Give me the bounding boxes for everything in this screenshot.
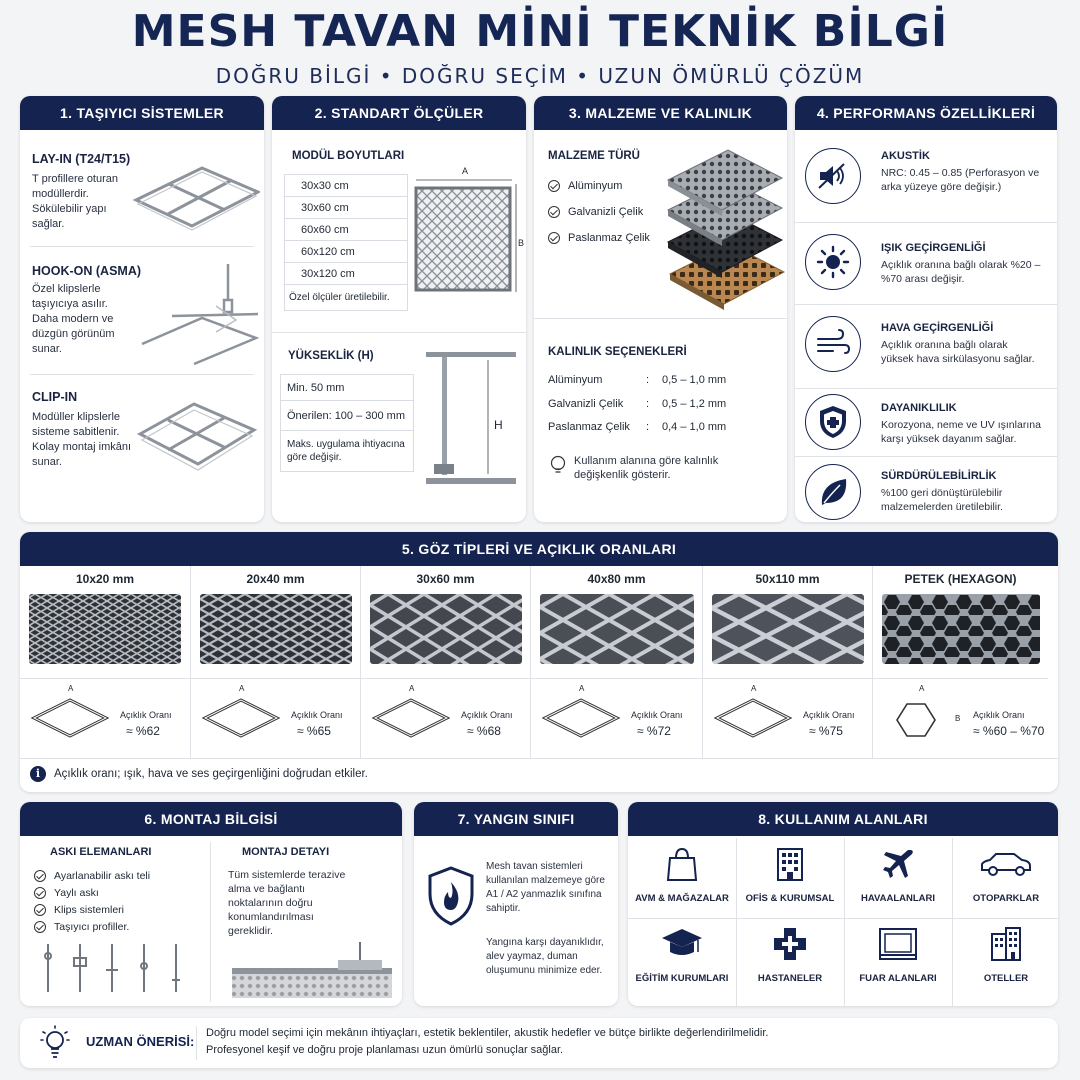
section-fire-class — [414, 802, 618, 1006]
section-installation — [20, 802, 402, 1006]
section-title: 2. STANDART ÖLÇÜLER — [272, 96, 526, 130]
aperture-note: Açıklık oranı; ışık, hava ve ses geçirgenliğini doğrudan etkiler. — [54, 768, 368, 780]
mesh-type-photo — [29, 594, 181, 664]
mesh-type-column — [530, 566, 702, 758]
section-carrier-systems — [20, 96, 264, 522]
section-title: 5. GÖZ TİPLERİ VE AÇIKLIK ORANLARI — [20, 532, 1058, 566]
mesh-type-name: 30x60 mm — [416, 572, 475, 586]
suspension-section-illustration — [418, 346, 518, 496]
mesh-type-photo — [540, 594, 694, 664]
dimension-a-label: A — [751, 684, 757, 693]
system-name: HOOK-ON (ASMA) — [32, 264, 142, 278]
usage-area-office: OFİS & KURUMSAL — [736, 840, 844, 916]
system-desc: Özel klipslerle taşıyıcıya asılır. Daha modern ve düzgün görünüm sunar. — [32, 283, 115, 355]
lightbulb-icon — [548, 454, 568, 478]
mesh-type-name: 50x110 mm — [755, 572, 820, 586]
dimension-a-label: A — [919, 684, 925, 693]
section-material-thickness — [534, 96, 787, 522]
feature-desc: Açıklık oranına bağlı olarak %20 – %70 arası değişir. — [881, 259, 1041, 285]
section-mesh-types — [20, 532, 1058, 792]
mesh-type-column — [190, 566, 360, 758]
thickness-row: Alüminyum : 0,5 – 1,0 mm — [548, 374, 727, 386]
graduation-cap-icon — [660, 926, 704, 960]
airplane-icon — [880, 846, 916, 882]
dimension-a-label: A — [462, 166, 469, 176]
system-desc: T profillere oturan modüllerdir. Sökülebilir yapı sağlar. — [32, 173, 119, 230]
material-item: Alüminyum — [548, 180, 622, 192]
installation-detail-illustration — [230, 942, 396, 1002]
hanger-item: Yaylı askı — [34, 887, 99, 899]
feature-name: AKUSTİK — [881, 150, 930, 162]
hanger-item: Klips sistemleri — [34, 904, 124, 916]
hangers-title: ASKI ELEMANLARI — [50, 846, 152, 858]
mesh-type-photo — [882, 594, 1040, 664]
section-usage-areas — [628, 802, 1058, 1006]
aperture-ratio-label: Açıklık Oranı — [461, 710, 513, 720]
check-icon — [34, 887, 46, 899]
mesh-type-column — [702, 566, 872, 758]
section-title: 3. MALZEME VE KALINLIK — [534, 96, 787, 130]
usage-area-education: EĞİTİM KURUMLARI — [628, 920, 736, 996]
aperture-ratio-value: ≈ %60 – %70 — [973, 724, 1045, 738]
check-icon — [34, 870, 46, 882]
material-type-title: MALZEME TÜRÜ — [548, 150, 640, 162]
detail-title: MONTAJ DETAYI — [242, 846, 330, 858]
dimension-a-label: A — [239, 684, 245, 693]
system-name: LAY-IN (T24/T15) — [32, 152, 131, 166]
height-row: Maks. uygulama ihtiyacına göre değişir. — [287, 439, 405, 463]
dimension-h-label: H — [494, 418, 503, 432]
mesh-type-name: 40x80 mm — [587, 572, 646, 586]
feature-name: SÜRDÜRÜLEBİLİRLİK — [881, 470, 997, 482]
mesh-type-photo — [712, 594, 864, 664]
aperture-ratio-label: Açıklık Oranı — [631, 710, 683, 720]
mesh-type-column — [360, 566, 530, 758]
aperture-ratio-value: ≈ %62 — [126, 724, 160, 738]
material-item: Galvanizli Çelik — [548, 206, 643, 218]
feature-desc: NRC: 0.45 – 0.85 (Perforasyon ve arka yüzeye göre değişir.) — [881, 167, 1040, 193]
leaf-icon — [805, 464, 861, 520]
mesh-type-name: 20x40 mm — [246, 572, 305, 586]
usage-area-malls: AVM & MAĞAZALAR — [628, 840, 736, 916]
height-table — [280, 374, 414, 472]
expert-tip-line1: Doğru model seçimi için mekânın ihtiyaçları, estetik beklentiler, akustik hedefler ve bütçe birlikte değerlendirilmelidir. — [206, 1027, 769, 1039]
usage-area-airports: HAVAALANLARI — [844, 840, 952, 916]
mesh-type-photo — [200, 594, 352, 664]
size-row: 30x120 cm — [285, 263, 407, 285]
usage-area-fairs: FUAR ALANLARI — [844, 920, 952, 996]
aperture-ratio-value: ≈ %68 — [467, 724, 501, 738]
custom-sizes-note: Özel ölçüler üretilebilir. — [285, 285, 407, 311]
material-sheets-illustration — [660, 144, 786, 322]
hook-on-illustration — [132, 256, 260, 366]
detail-text: Tüm sistemlerde terazive alma ve bağlantı noktalarının doğru konumlandırılması gereklidir. — [228, 869, 346, 937]
aperture-ratio-label: Açıklık Oranı — [973, 710, 1025, 720]
feature-desc: Açıklık oranına bağlı olarak yüksek hava sirkülasyonu sağlar. — [881, 339, 1035, 365]
mesh-type-column — [872, 566, 1048, 758]
section-standard-sizes — [272, 96, 526, 522]
size-row: 60x120 cm — [285, 241, 407, 263]
section-title: 8. KULLANIM ALANLARI — [628, 802, 1058, 836]
material-item: Paslanmaz Çelik — [548, 232, 650, 244]
exhibition-icon — [878, 926, 918, 962]
feature-name: IŞIK GEÇİRGENLİĞİ — [881, 242, 986, 254]
shopping-bag-icon — [664, 846, 700, 882]
check-icon — [548, 232, 560, 244]
expert-tip-line2: Profesyonel keşif ve doğru proje planlaması uzun ömürlü sonuçlar sağlar. — [206, 1044, 564, 1056]
sun-icon — [805, 234, 861, 290]
check-icon — [548, 180, 560, 192]
expert-tip-banner — [20, 1018, 1058, 1068]
feature-desc: %100 geri dönüştürülebilir malzemelerden üretilebilir. — [881, 487, 1003, 513]
hospital-icon — [772, 926, 808, 962]
clip-in-illustration — [132, 390, 260, 486]
usage-area-hotels: OTELLER — [952, 920, 1058, 996]
dimension-a-label: A — [409, 684, 415, 693]
module-sizes-table — [284, 174, 408, 311]
thickness-title: KALINLIK SEÇENEKLERİ — [548, 346, 687, 358]
check-icon — [548, 206, 560, 218]
section-title: 6. MONTAJ BİLGİSİ — [20, 802, 402, 836]
page-subtitle: DOĞRU BİLGİ • DOĞRU SEÇİM • UZUN ÖMÜRLÜ ÇÖZÜM — [215, 64, 865, 88]
height-row: Min. 50 mm — [281, 375, 413, 401]
dimension-a-label: A — [68, 684, 74, 693]
lay-in-grid-illustration — [132, 148, 260, 240]
office-building-icon — [772, 846, 808, 882]
section-performance — [795, 96, 1057, 522]
check-icon — [34, 904, 46, 916]
system-desc: Modüller klipslerle sisteme sabitlenir. Kolay montaj imkânı sunar. — [32, 411, 132, 468]
thickness-tip: Kullanım alanına göre kalınlık değişkenlik gösterir. — [574, 455, 719, 481]
dimension-b-label: B — [518, 238, 525, 248]
expert-tip-label: UZMAN ÖNERİSİ: — [86, 1034, 195, 1049]
aperture-ratio-label: Açıklık Oranı — [120, 710, 172, 720]
thickness-row: Paslanmaz Çelik : 0,4 – 1,0 mm — [548, 421, 727, 433]
mesh-type-column — [20, 566, 190, 758]
size-row: 30x30 cm — [285, 175, 407, 197]
page-title: MESH TAVAN MİNİ TEKNİK BİLGİ — [131, 6, 949, 57]
aperture-ratio-value: ≈ %75 — [809, 724, 843, 738]
usage-area-hospitals: HASTANELER — [736, 920, 844, 996]
acoustic-icon — [805, 148, 861, 204]
system-name: CLIP-IN — [32, 390, 78, 404]
aperture-ratio-label: Açıklık Oranı — [291, 710, 343, 720]
mesh-type-name: 10x20 mm — [75, 572, 135, 586]
aperture-ratio-value: ≈ %65 — [297, 724, 331, 738]
dimension-b-label: B — [955, 714, 961, 723]
height-title: YÜKSEKLİK (H) — [288, 350, 374, 362]
usage-area-parking: OTOPARKLAR — [952, 840, 1058, 916]
module-sizes-title: MODÜL BOYUTLARI — [292, 150, 405, 162]
shield-icon — [805, 394, 861, 450]
fire-resistance-text: Yangına karşı dayanıklıdır, alev yaymaz, duman oluşumunu minimize eder. — [486, 937, 604, 976]
hotel-icon — [988, 926, 1024, 962]
dimension-a-label: A — [579, 684, 585, 693]
section-title: 1. TAŞIYICI SİSTEMLER — [20, 96, 264, 130]
feature-name: HAVA GEÇİRGENLİĞİ — [881, 322, 994, 334]
fire-shield-icon — [426, 866, 476, 926]
aperture-ratio-value: ≈ %72 — [637, 724, 671, 738]
info-icon: i — [30, 766, 46, 782]
mesh-panel-illustration — [412, 176, 524, 296]
hanger-elements-illustration — [40, 940, 200, 1000]
wind-icon — [805, 316, 861, 372]
section-title: 4. PERFORMANS ÖZELLİKLERİ — [795, 96, 1057, 130]
size-row: 60x60 cm — [285, 219, 407, 241]
section-title: 7. YANGIN SINIFI — [414, 802, 618, 836]
height-row: Önerilen: 100 – 300 mm — [281, 401, 413, 431]
aperture-ratio-label: Açıklık Oranı — [803, 710, 855, 720]
car-icon — [978, 850, 1034, 880]
feature-desc: Korozyona, neme ve UV ışınlarına karşı yüksek dayanım sağlar. — [881, 419, 1041, 445]
thickness-row: Galvanizli Çelik : 0,5 – 1,2 mm — [548, 398, 727, 410]
check-icon — [34, 921, 46, 933]
hanger-item: Ayarlanabilir askı teli — [34, 870, 150, 882]
feature-name: DAYANIKLILIK — [881, 402, 957, 414]
fire-class-text: Mesh tavan sistemleri kullanılan malzemeye göre A1 / A2 yanmazlık sınıfına sahiptir. — [486, 861, 605, 914]
hanger-item: Taşıyıcı profiller. — [34, 921, 129, 933]
mesh-type-photo — [370, 594, 522, 664]
mesh-type-name: PETEK (HEXAGON) — [904, 572, 1017, 586]
size-row: 30x60 cm — [285, 197, 407, 219]
lightbulb-icon — [38, 1024, 72, 1062]
